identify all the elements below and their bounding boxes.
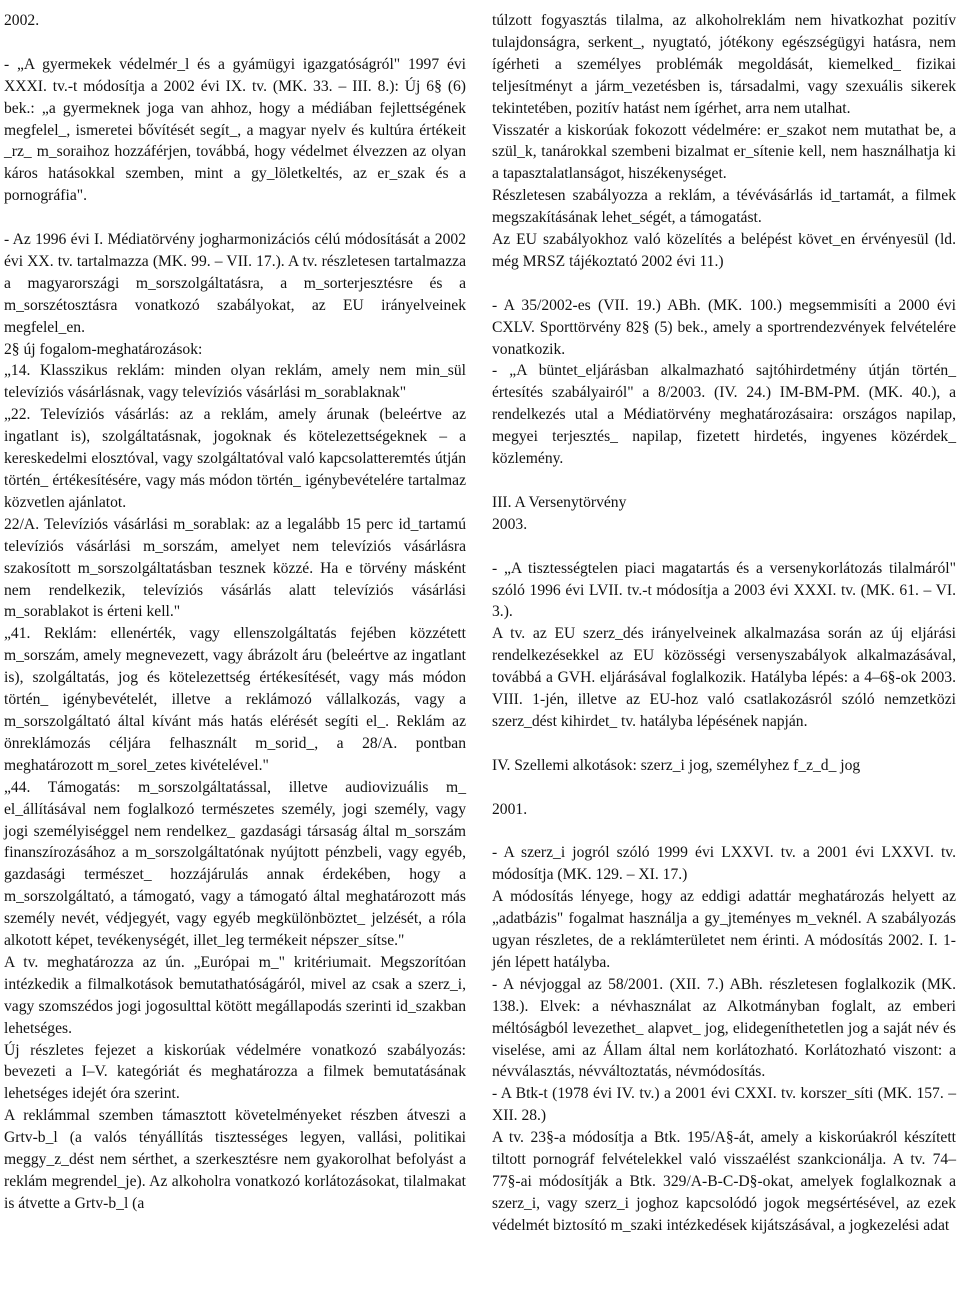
left-column <box>4 10 466 1215</box>
paragraph: 2001. <box>492 800 528 818</box>
paragraph: A módosítás lényege, hogy az eddigi adattár meghatározás helyett az „adatbázis" fogalmat használja a gy_jteményes m_veknél. A szabályozás ugyan részletes, de a reklámterületet nem érinti. A módosítás 2002. I. 1-jén lépett hatályba. <box>492 888 956 971</box>
paragraph: - „A gyermekek védelmér_l és a gyámügyi igazgatóságról" 1997 évi XXXI. tv.-t módosítja a 2002 évi IX. tv. (MK. 33. – III. 8.): Új 6§ (6) bek.: „a gyermeknek joga van ahhoz, hogy a médiában fejlettségének megfelel_, ismeretei bővítését segít_, a magyar nyelv és kultúra értékeit _rz_ m_soraihoz hozzáférjen, továbbá, hogy védelmet élvezzen az olyan káros hatásokkal szemben, mint a gy_löletkeltés, az er_szak és a pornográfia". <box>4 55 466 205</box>
paragraph: Visszatér a kiskorúak fokozott védelmére: er_szakot nem mutathat be, a szül_k, tanárokkal szembeni bizalmat er_sítenie kell, nem használhatja ki a tapasztalatlanságot, hiszékenységet. <box>492 121 956 183</box>
paragraph: „41. Reklám: ellenérték, vagy ellenszolgáltatás fejében közzétett m_sorszám, amely megnevezett, vagy ábrázolt áru (beleértve az ingatlant is), szolgáltatás, jog és kötelezettség értékesítését, vagy más módon történ_ igénybevételét, illetve a reklámozó vállalkozás, vagy a m_sorszolgáltató által kívánt más hatás elérését segíti el_. Reklám az önreklámozás céljára felhasznált m_sorid_, a 28/A. pontban meghatározott m_sorel_zetes kivételével." <box>4 625 466 774</box>
paragraph-spacer <box>492 733 956 755</box>
right-column <box>492 10 956 1237</box>
paragraph: IV. Szellemi alkotások: szerz_i jog, személyhez f_z_d_ jog <box>492 756 861 774</box>
paragraph: 2002. <box>4 12 40 29</box>
paragraph-spacer <box>492 820 956 842</box>
paragraph: - A szerz_i jogról szóló 1999 évi LXXVI. tv. a 2001 évi LXXVI. tv. módosítja (MK. 129. – XI. 17.) <box>492 844 956 884</box>
paragraph: - „A tisztességtelen piaci magatartás és a versenykorlátozás tilalmáról" szóló 1996 évi LVII. tv.-t módosítja a 2003 évi XXXI. tv. (MK. 61. – VI. 3.). <box>492 559 956 621</box>
paragraph: - A Btk-t (1978 évi IV. tv.) a 2001 évi CXXI. tv. korszer_síti (MK. 157. – XII. 28.) <box>492 1085 956 1125</box>
paragraph: „44. Támogatás: m_sorszolgáltatással, illetve audiovizuális m_ el_állításával nem foglalkozó természetes személy, jogi személy, vagy jogi személyiséggel nem rendelkez_ gazdasági társaság által m_sorszám finanszírozásához a m_sorszolgáltatónak nyújtott pénzbeli, vagy egyéb, gazdasági természet_ hozzájárulás annak érdekében, hogy a m_sorszolgáltató, a támogató, vagy a támogató által meghatározott más személy nevét, védjegyét, vagy egyéb megkülönböztet_ jelzését, a róla alkotott képet, tevékenységét, illet_leg termékeit népszer_sítse." <box>4 778 466 950</box>
paragraph: Részletesen szabályozza a reklám, a tévévásárlás id_tartamát, a filmek megszakításának lehet_ségét, a támogatást. <box>492 187 956 227</box>
paragraph-spacer <box>492 273 956 295</box>
paragraph-spacer <box>492 536 956 558</box>
paragraph: - A 35/2002-es (VII. 19.) ABh. (MK. 100.) megsemmisíti a 2000 évi CXLV. Sporttörvény 82§ (5) bek., amely a sportrendezvények felvételére vonatkozik. <box>492 296 956 358</box>
paragraph-spacer <box>492 777 956 799</box>
paragraph: Új részletes fejezet a kiskorúak védelmére vonatkozó szabályozás: bevezeti a I–V. kategóriát és meghatározza a filmek bemutatásának lehetséges idejét óra szerint. <box>4 1041 466 1103</box>
paragraph: „14. Klasszikus reklám: minden olyan reklám, amely nem min_sül televíziós vásárlásnak, vagy televíziós vásárlási m_sorablaknak" <box>4 362 466 402</box>
paragraph: 22/A. Televíziós vásárlási m_sorablak: az a legalább 15 perc id_tartamú televíziós vásárlási m_sorszám, amelyet nem televíziós vásárlásra szakosított m_sorszolgáltatásban tesznek közzé. Ha e törvény másként nem rendelkezik, televíziós vásárlás alatt televíziós vásárlási m_sorablakot is érteni kell." <box>4 515 466 621</box>
paragraph: A reklámmal szemben támasztott követelményeket részben átveszi a Grtv-b_l (a valós tényállítás tisztességes legyen, vallási, politikai meggy_z_dést nem sérthet, a szerkesztésre nem gyakorolhat befolyást a reklám megrendel_je). Az alkoholra vonatkozó korlátozásokat, tilalmakat is átvette a Grtv-b_l (a <box>4 1107 466 1212</box>
paragraph: 2003. <box>492 515 528 533</box>
paragraph-spacer <box>4 207 466 229</box>
paragraph: A tv. az EU szerz_dés irányelveinek alkalmazása során az új eljárási rendelkezésekkel az EU közösségi versenyszabályok alkalmazásával, továbbá a GVH. eljárásával foglalkozik. Hatályba lépés: a 4–6§-ok 2003. VIII. 1-jén, illetve az EU-hoz való csatlakozásról szóló nemzetközi szerz_dést kihirdet_ tv. hatályba lépésének napján. <box>492 625 956 730</box>
paragraph: A tv. 23§-a módosítja a Btk. 195/A§-át, amely a kiskorúakról készített tiltott pornográf felvételekkel való visszaélést szankcionálja. A tv. 74–77§-ai módosítják a Btk. 329/A-B-C-D§-okat, amelyek foglalkoznak a szerz_i, vagy szerz_i joghoz kapcsolódó jogok megsértésével, az ezek védelmét biztosító m_szaki intézkedések kijátszásával, a jogkezelési adat <box>492 1129 956 1234</box>
paragraph: III. A Versenytörvény <box>492 493 627 511</box>
paragraph: túlzott fogyasztás tilalma, az alkoholreklám nem hivatkozhat pozitív tulajdonságra, serkent_, nyugtató, jótékony egészségügyi hatásra, nem ígérheti a személyes problémák megoldását, kiemelked_ fizikai teljesítményt a járm_vezetésben is, társadalmi, vagy szexuális sikerek tekintetében, pozitív hatást nem ígérhet, arra nem utalhat. <box>492 12 956 117</box>
paragraph: „22. Televíziós vásárlás: az a reklám, amely árunak (beleértve az ingatlant is), szolgáltatásnak, jogoknak és kötelezettségeknek – a kereskedelmi elosztóval, vagy szolgáltatóval való kapcsolatteremtés útján történ_ értékesítésére, vagy más módon történ_ igénybevételére tartalmaz közvetlen ajánlatot. <box>4 406 466 511</box>
paragraph: - A névjoggal az 58/2001. (XII. 7.) ABh. részletesen foglalkozik (MK. 138.). Elvek: a névhasználat az Alkotmányban foglalt, az emberi méltóságból levezethet_ alapvet_ jog, elidegeníthetetlen jog a saját név és viselése, ami az Állam által nem korlátozható. Korlátozható viszont: a névválasztás, névváltoztatás, névmódosítás. <box>492 975 956 1081</box>
paragraph: Az EU szabályokhoz való közelítés a belépést követ_en érvényesül (ld. még MRSZ tájékoztató 2002 évi 11.) <box>492 231 956 270</box>
paragraph-spacer <box>492 470 956 492</box>
paragraph-spacer <box>4 32 466 54</box>
paragraph: - „A büntet_eljárásban alkalmazható sajtóhirdetmény útján történ_ értesítés szabályairól" a 8/2003. (IV. 24.) IM-BM-PM. (MK. 40.), a rendelkezés utal a Médiatörvény meghatározásaira: országos napilap, megyei terjesztés_ napilap, fizetett hirdetés, ingyenes közérdek_ közlemény. <box>492 362 956 468</box>
paragraph: 2§ új fogalom-meghatározások: <box>4 340 203 358</box>
paragraph: A tv. meghatározza az ún. „Európai m_" kritériumait. Megszorítóan intézkedik a filmalkotások bemutathatóságáról, mivel az csak a szerz_i, vagy szomszédos jogi jogosulttal kötött megállapodás szerinti id_szakban lehetséges. <box>4 953 466 1037</box>
paragraph: - Az 1996 évi I. Médiatörvény jogharmonizációs célú módosítását a 2002 évi XX. tv. tartalmazza (MK. 99. – VII. 17.). A tv. részletesen tartalmazza a magyarországi m_sorszolgáltatásra, a m_sorterjesztésre és a m_sorszétosztásra vonatkozó szabályokat, az EU irányelveinek megfelel_en. <box>4 231 466 336</box>
